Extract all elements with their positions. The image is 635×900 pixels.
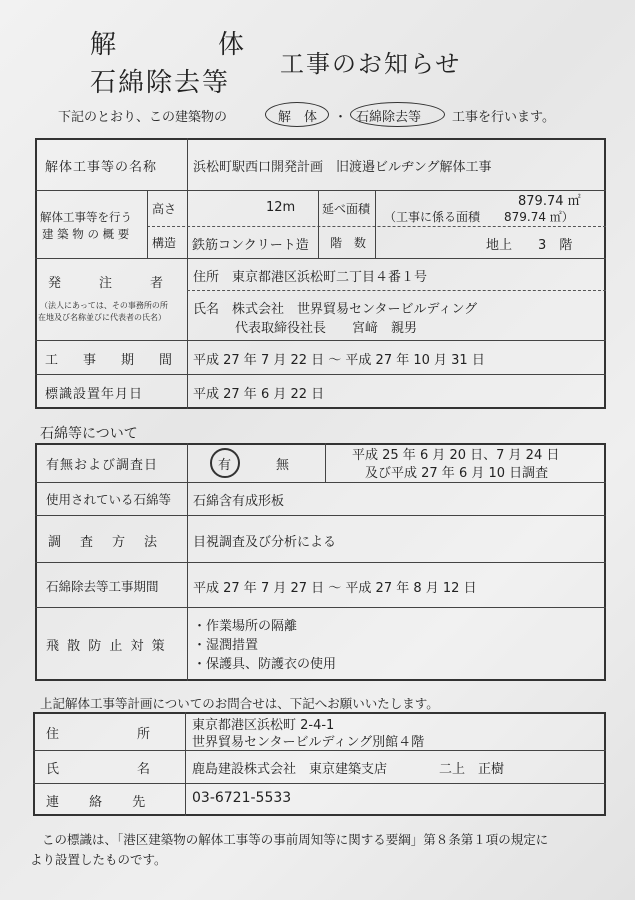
label-overview: 解体工事等を行う <box>40 210 132 224</box>
floors-value: 地上 3 階 <box>486 238 573 253</box>
label-prevention: 飛 散 防 止 対 策 <box>46 639 167 654</box>
label-floor-area: 延べ面積 <box>322 202 371 216</box>
floor-area-sub: （工事に係る面積 879.74 ㎡） <box>384 210 574 224</box>
title-tai: 体 <box>218 30 245 60</box>
footer-line-1: この標識は、「港区建築物の解体工事等の事前周知等に関する要綱」第８条第１項の規定に <box>42 832 549 847</box>
label-height: 高さ <box>152 202 177 216</box>
presence-yes: 有 <box>218 458 232 473</box>
title-kai: 解 <box>90 30 117 60</box>
intro-prefix: 下記のとおり、この建築物の <box>58 110 228 125</box>
intro-option-asbestos: 石綿除去等 <box>356 110 422 125</box>
label-method: 調 査 方 法 <box>48 535 161 550</box>
period-value: 平成 27 年 7 月 22 日 ～ 平成 27 年 10 月 31 日 <box>193 353 485 368</box>
label-overview-2: 建 築 物 の 概 要 <box>42 227 130 241</box>
survey-date-2: 及び平成 27 年 6 月 10 日調査 <box>365 466 549 481</box>
asbestos-heading: 石綿等について <box>40 426 138 442</box>
contact-tel: 03-6721-5533 <box>192 790 292 806</box>
label-floors: 階 数 <box>330 236 367 250</box>
label-owner: 発 注 者 <box>48 276 168 291</box>
method-value: 目視調査及び分析による <box>193 535 337 550</box>
label-sign-date: 標識設置年月日 <box>45 387 144 402</box>
project-name: 浜松町駅西口開発計画 旧渡邉ビルヂング解体工事 <box>193 160 492 175</box>
owner-note: （法人にあっては、その事務所の所 <box>40 301 168 310</box>
owner-name: 氏名 株式会社 世界貿易センタービルディング <box>193 302 478 317</box>
label-contact-name: 氏 名 <box>46 762 151 777</box>
intro-dot: ・ <box>334 110 348 125</box>
contact-address-2: 世界貿易センタービルディング別館４階 <box>192 735 425 750</box>
label-used-asbestos: 使用されている石綿等 <box>46 492 172 507</box>
intro-option-demolition: 解 体 <box>278 110 318 125</box>
survey-date-1: 平成 25 年 6 月 20 日、7 月 24 日 <box>352 448 560 463</box>
label-presence: 有無および調査日 <box>46 458 159 473</box>
prevention-item: ・湿潤措置 <box>193 638 259 653</box>
sign-date-value: 平成 27 年 6 月 22 日 <box>193 387 325 402</box>
contact-address-1: 東京都港区浜松町 2-4-1 <box>192 718 335 733</box>
label-removal-period: 石綿除去等工事期間 <box>46 579 159 594</box>
footer-line-2: より設置したものです。 <box>30 852 167 867</box>
title-sekimen: 石綿除去等 <box>90 68 231 98</box>
label-project-name: 解体工事等の名称 <box>45 160 158 175</box>
owner-note-2: 在地及び名称並びに代表者の氏名） <box>38 313 166 322</box>
label-period: 工 事 期 間 <box>45 353 179 368</box>
owner-address: 住所 東京都港区浜松町二丁目４番１号 <box>193 270 428 285</box>
used-asbestos-value: 石綿含有成形板 <box>193 494 285 509</box>
structure-value: 鉄筋コンクリート造 <box>192 238 309 253</box>
removal-period-value: 平成 27 年 7 月 27 日 ～ 平成 27 年 8 月 12 日 <box>193 581 477 596</box>
owner-representative: 代表取締役社長 宮﨑 親男 <box>235 321 418 336</box>
floor-area-value: 879.74 ㎡ <box>518 194 581 209</box>
contact-name: 鹿島建設株式会社 東京建築支店 二上 正樹 <box>192 762 505 777</box>
title-oshirase: 工事のお知らせ <box>280 50 462 78</box>
label-contact-address: 住 所 <box>46 727 151 742</box>
contact-intro: 上記解体工事等計画についてのお問合せは、下記へお願いいたします。 <box>40 696 439 711</box>
label-contact-tel: 連 絡 先 <box>46 795 146 810</box>
prevention-item: ・作業場所の隔離 <box>193 619 298 634</box>
intro-suffix: 工事を行います。 <box>452 110 555 125</box>
height-value: 12m <box>266 200 296 215</box>
presence-no: 無 <box>276 458 290 473</box>
label-structure: 構造 <box>152 236 177 250</box>
prevention-item: ・保護具、防護衣の使用 <box>193 657 337 672</box>
